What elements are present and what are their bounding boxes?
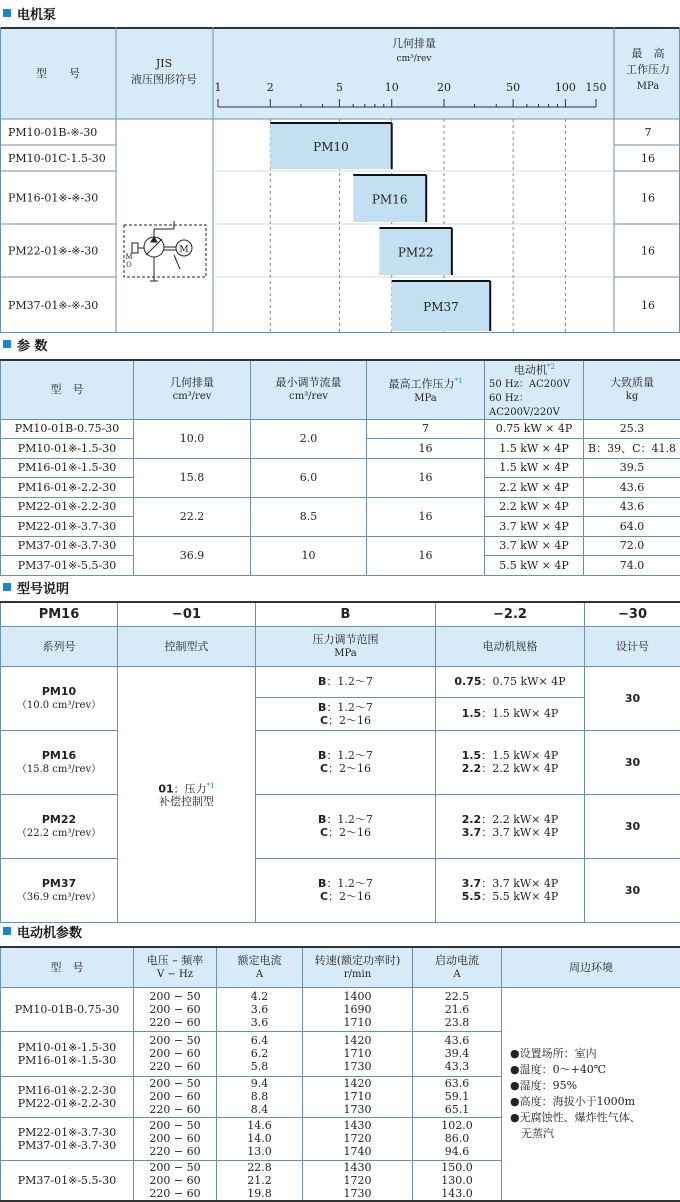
params-header-model: 型 号 bbox=[1, 360, 134, 419]
code-label-control: 控制型式 bbox=[118, 626, 256, 666]
section-title-text: 电动机参数 bbox=[17, 922, 82, 941]
params-header-disp: 几何排量 cm³/rev bbox=[134, 360, 251, 419]
motor-cell-model bbox=[1, 1160, 134, 1201]
params-header-minflow: 最小调节流量 cm³/rev bbox=[251, 360, 367, 419]
motor-cell-model bbox=[1, 1117, 134, 1160]
code-series: PM10 （10.0 cm³/rev） bbox=[1, 666, 118, 730]
symbol-letter: O bbox=[126, 261, 132, 269]
pump-chart bbox=[0, 27, 680, 333]
code-series: PM22 （22.2 cm³/rev） bbox=[1, 794, 118, 858]
params-cell-motor: 5.5 kW × 4P bbox=[485, 556, 584, 576]
scale-tick-label: 100 bbox=[555, 81, 576, 94]
motor-header-speed: 转速(额定功率时) r/min bbox=[303, 947, 413, 987]
motor-value: 5.8 bbox=[251, 1060, 269, 1073]
motor-value: PM16-01※-1.5-30 bbox=[18, 1054, 117, 1067]
code-value: ：2～16 bbox=[328, 890, 371, 903]
motor-value: 4.2 bbox=[251, 990, 269, 1003]
params-cell-mass: 72.0 bbox=[584, 536, 680, 556]
motor-value: PM10-01※-1.5-30 bbox=[18, 1041, 117, 1054]
motor-value: 1400 bbox=[344, 990, 372, 1003]
motor-cell-start bbox=[413, 1031, 502, 1076]
motor-header-model: 型 号 bbox=[1, 947, 134, 987]
motor-cell-cur bbox=[217, 1076, 303, 1117]
pump-row-model: PM10-01C-1.5-30 bbox=[8, 152, 106, 165]
motor-cell-start bbox=[413, 1117, 502, 1160]
code-value: ：1.2～7 bbox=[326, 749, 373, 762]
params-cell-mass: B：39、C：41.8 bbox=[584, 439, 680, 459]
motor-cell-start bbox=[413, 987, 502, 1031]
pump-header-jis-sub: 液压图形符号 bbox=[131, 72, 197, 86]
params-cell-minflow: 8.5 bbox=[251, 497, 367, 536]
code-key: B bbox=[318, 877, 326, 890]
motor-cell-vf bbox=[134, 1031, 217, 1076]
code-range bbox=[256, 730, 436, 794]
motor-value: 86.0 bbox=[445, 1132, 470, 1145]
symbol-motor-letter: M bbox=[179, 245, 188, 255]
motor-value: 21.6 bbox=[445, 1003, 470, 1016]
params-cell-disp: 10.0 bbox=[134, 419, 251, 458]
motor-value: 200 − 60 bbox=[149, 1132, 200, 1145]
motor-cell-model bbox=[1, 1076, 134, 1117]
scale-tick-label: 150 bbox=[586, 81, 607, 94]
pump-header-press-unit: MPa bbox=[637, 81, 660, 92]
code-value: ：2～16 bbox=[328, 714, 371, 727]
params-cell-disp: 15.8 bbox=[134, 458, 251, 497]
params-cell-motor: 1.5 kW × 4P bbox=[485, 458, 584, 478]
motor-value: 1710 bbox=[344, 1090, 372, 1103]
motor-value: 200 − 60 bbox=[149, 1174, 200, 1187]
code-key: 5.5 bbox=[462, 890, 482, 903]
motor-cell-model bbox=[1, 1031, 134, 1076]
params-cell-mass: 64.0 bbox=[584, 517, 680, 537]
motor-value: 19.8 bbox=[247, 1187, 272, 1200]
motor-value: 43.3 bbox=[445, 1060, 470, 1073]
motor-cell-speed bbox=[303, 987, 413, 1031]
pump-header-press: 最 高 bbox=[632, 46, 665, 60]
motor-cell-cur bbox=[217, 1160, 303, 1201]
code-range bbox=[256, 794, 436, 858]
env-item: ●高度：海拔小于1000m bbox=[510, 1095, 635, 1108]
params-row bbox=[1, 497, 680, 517]
params-cell-press: 16 bbox=[367, 439, 485, 459]
code-value: ：1.2～7 bbox=[326, 813, 373, 826]
code-part-series: PM16 bbox=[1, 602, 118, 626]
code-design: 30 bbox=[585, 730, 680, 794]
motor-cell-speed bbox=[303, 1117, 413, 1160]
motor-value: 200 − 50 bbox=[149, 990, 200, 1003]
code-value: ：3.7 kW× 4P bbox=[481, 826, 558, 839]
motor-cell-model bbox=[1, 987, 134, 1031]
params-cell-motor: 1.5 kW × 4P bbox=[485, 439, 584, 459]
code-motor bbox=[436, 858, 585, 922]
pump-header-bg bbox=[0, 27, 680, 119]
pump-header-press-2: 工作压力 bbox=[626, 62, 670, 76]
code-control: 01：压力$^{*1}$ 补偿控制型 bbox=[118, 666, 256, 922]
motor-header-env: 周边环境 bbox=[502, 947, 680, 987]
code-value: ：1.5 kW× 4P bbox=[481, 749, 558, 762]
env-item: ●湿度：95% bbox=[510, 1079, 577, 1092]
motor-value: 6.4 bbox=[251, 1034, 269, 1047]
motor-value: 1710 bbox=[344, 1016, 372, 1029]
section-title-text: 参 数 bbox=[17, 335, 48, 354]
code-motor bbox=[436, 730, 585, 794]
motor-value: 220 − 60 bbox=[149, 1145, 200, 1158]
params-header-mass: 大致质量 kg bbox=[584, 360, 680, 419]
scale-tick-label: 10 bbox=[385, 81, 399, 94]
code-value: ：1.2～7 bbox=[326, 877, 373, 890]
motor-value: 220 − 60 bbox=[149, 1103, 200, 1116]
section-title-code bbox=[0, 577, 69, 597]
params-cell-press: 16 bbox=[367, 458, 485, 497]
code-value: ：5.5 kW× 4P bbox=[481, 890, 558, 903]
code-value: ：0.75 kW× 4P bbox=[482, 675, 566, 688]
motor-value: 200 − 60 bbox=[149, 1003, 200, 1016]
bar-label: PM10 bbox=[313, 140, 349, 154]
motor-value: 21.2 bbox=[247, 1174, 272, 1187]
code-value: ：2.2 kW× 4P bbox=[481, 813, 558, 826]
code-row bbox=[1, 858, 680, 922]
env-item: ●温度：0～+40℃ bbox=[510, 1063, 606, 1076]
pump-row-pressure: 16 bbox=[641, 152, 655, 165]
section-title-motor bbox=[0, 921, 82, 941]
code-value: ：1.2～7 bbox=[326, 675, 373, 688]
params-row bbox=[1, 458, 680, 478]
params-row bbox=[1, 536, 680, 556]
code-key: C bbox=[320, 890, 328, 903]
motor-value: 23.8 bbox=[445, 1016, 470, 1029]
motor-cell-speed bbox=[303, 1076, 413, 1117]
motor-value: PM22-01※-3.7-30 bbox=[18, 1126, 117, 1139]
env-item: ●设置场所：室内 bbox=[510, 1047, 597, 1060]
motor-value: 200 − 50 bbox=[149, 1077, 200, 1090]
scale-tick-label: 2 bbox=[267, 81, 274, 94]
params-cell-disp: 36.9 bbox=[134, 536, 251, 575]
motor-value: 3.6 bbox=[251, 1003, 269, 1016]
motor-cell-cur bbox=[217, 1031, 303, 1076]
params-cell-model: PM16-01※-1.5-30 bbox=[1, 458, 134, 478]
motor-value: 220 − 60 bbox=[149, 1187, 200, 1200]
motor-value: 200 − 50 bbox=[149, 1119, 200, 1132]
pump-row-pressure: 7 bbox=[645, 126, 652, 139]
motor-value: 94.6 bbox=[445, 1145, 470, 1158]
motor-header-start: 启动电流 A bbox=[413, 947, 502, 987]
motor-value: 65.1 bbox=[445, 1103, 470, 1116]
section-square-icon bbox=[3, 583, 11, 591]
code-row bbox=[1, 666, 680, 697]
params-cell-motor: 3.7 kW × 4P bbox=[485, 517, 584, 537]
params-cell-disp: 22.2 bbox=[134, 497, 251, 536]
code-series: PM37 （36.9 cm³/rev） bbox=[1, 858, 118, 922]
params-cell-minflow: 2.0 bbox=[251, 419, 367, 458]
pump-header-disp: 几何排量 bbox=[392, 36, 436, 50]
code-series: PM16 （15.8 cm³/rev） bbox=[1, 730, 118, 794]
motor-cell-vf bbox=[134, 987, 217, 1031]
params-cell-model: PM22-01※-2.2-30 bbox=[1, 497, 134, 517]
motor-cell-cur bbox=[217, 1117, 303, 1160]
code-label-series: 系列号 bbox=[1, 626, 118, 666]
motor-cell-speed bbox=[303, 1160, 413, 1201]
motor-value: 22.5 bbox=[445, 990, 470, 1003]
pump-table bbox=[0, 27, 680, 336]
env-item: 无蒸汽 bbox=[510, 1127, 554, 1140]
code-key: B bbox=[318, 675, 326, 688]
params-cell-motor: 0.75 kW × 4P bbox=[485, 419, 584, 439]
code-value: ：3.7 kW× 4P bbox=[481, 877, 558, 890]
code-row bbox=[1, 794, 680, 858]
code-range bbox=[256, 697, 436, 730]
params-table bbox=[0, 359, 680, 576]
env-item: ●无腐蚀性、爆炸性气体、 bbox=[510, 1111, 641, 1124]
motor-value: 9.4 bbox=[251, 1077, 269, 1090]
code-value: ：2～16 bbox=[328, 762, 371, 775]
motor-cell-speed bbox=[303, 1031, 413, 1076]
code-motor bbox=[436, 697, 585, 730]
motor-value: PM37-01※-5.5-30 bbox=[18, 1174, 117, 1187]
pump-row-model: PM37-01※-※-30 bbox=[8, 299, 98, 312]
scale-tick-label: 50 bbox=[506, 81, 520, 94]
motor-value: 200 − 50 bbox=[149, 1034, 200, 1047]
code-key: 1.5 bbox=[462, 707, 482, 720]
code-key: B bbox=[318, 749, 326, 762]
params-cell-press: 7 bbox=[367, 419, 485, 439]
section-title-text: 型号说明 bbox=[17, 578, 69, 597]
motor-header-cur: 额定电流 A bbox=[217, 947, 303, 987]
motor-cell-cur bbox=[217, 987, 303, 1031]
code-design: 30 bbox=[585, 858, 680, 922]
code-part-motor: −2.2 bbox=[436, 602, 585, 626]
motor-table bbox=[0, 946, 680, 1202]
code-value: ：2～16 bbox=[328, 826, 371, 839]
motor-value: 220 − 60 bbox=[149, 1060, 200, 1073]
section-title-text: 电机泵 bbox=[17, 4, 56, 23]
params-cell-model: PM16-01※-2.2-30 bbox=[1, 478, 134, 498]
code-table bbox=[0, 601, 680, 923]
motor-table-wrap bbox=[0, 946, 680, 1202]
motor-value: PM37-01※-3.7-30 bbox=[18, 1139, 117, 1152]
motor-row bbox=[1, 987, 680, 1031]
motor-header-vf: 电压 – 频率 V − Hz bbox=[134, 947, 217, 987]
motor-value: PM16-01※-2.2-30 bbox=[18, 1084, 117, 1097]
pump-header-model: 型 号 bbox=[36, 66, 80, 80]
motor-cell-start bbox=[413, 1160, 502, 1201]
code-part-control: −01 bbox=[118, 602, 256, 626]
code-key: C bbox=[320, 826, 328, 839]
motor-cell-vf bbox=[134, 1160, 217, 1201]
pump-row-model: PM10-01B-※-30 bbox=[8, 126, 97, 139]
params-cell-motor: 2.2 kW × 4P bbox=[485, 478, 584, 498]
code-key: 2.2 bbox=[462, 762, 482, 775]
motor-value: 14.0 bbox=[247, 1132, 272, 1145]
params-cell-press: 16 bbox=[367, 497, 485, 536]
motor-value: PM22-01※-2.2-30 bbox=[18, 1097, 117, 1110]
code-key: 3.7 bbox=[462, 877, 482, 890]
motor-value: 200 − 50 bbox=[149, 1161, 200, 1174]
pump-header-jis: JIS bbox=[155, 57, 172, 70]
params-cell-model: PM37-01※-3.7-30 bbox=[1, 536, 134, 556]
scale-tick-label: 20 bbox=[437, 81, 451, 94]
motor-value: 220 − 60 bbox=[149, 1016, 200, 1029]
code-label-design: 设计号 bbox=[585, 626, 680, 666]
params-cell-model: PM10-01※-1.5-30 bbox=[1, 439, 134, 459]
motor-cell-vf bbox=[134, 1117, 217, 1160]
params-cell-mass: 43.6 bbox=[584, 497, 680, 517]
pump-row-pressure: 16 bbox=[641, 192, 655, 205]
code-key: 2.2 bbox=[462, 813, 482, 826]
bar-label: PM22 bbox=[398, 246, 434, 260]
params-cell-minflow: 6.0 bbox=[251, 458, 367, 497]
bar-label: PM37 bbox=[423, 300, 459, 314]
pump-row-model: PM16-01※-※-30 bbox=[8, 192, 98, 205]
motor-value: 1730 bbox=[344, 1187, 372, 1200]
code-key: 1.5 bbox=[462, 749, 482, 762]
motor-value: 1720 bbox=[344, 1174, 372, 1187]
code-key: C bbox=[320, 762, 328, 775]
symbol-letter: M bbox=[125, 253, 132, 261]
section-title-params bbox=[0, 334, 48, 354]
section-title-pump bbox=[0, 3, 56, 23]
scale-tick-label: 5 bbox=[336, 81, 343, 94]
code-design: 30 bbox=[585, 794, 680, 858]
motor-value: 150.0 bbox=[441, 1161, 473, 1174]
params-cell-model: PM10-01B-0.75-30 bbox=[1, 419, 134, 439]
code-value: ：1.5 kW× 4P bbox=[481, 707, 558, 720]
params-header-press: 最高工作压力$^{*1}$ MPa bbox=[367, 360, 485, 419]
params-cell-mass: 43.6 bbox=[584, 478, 680, 498]
motor-value: 1430 bbox=[344, 1161, 372, 1174]
motor-value: 8.8 bbox=[251, 1090, 269, 1103]
params-cell-press: 16 bbox=[367, 536, 485, 575]
motor-value: 8.4 bbox=[251, 1103, 269, 1116]
motor-value: 14.6 bbox=[247, 1119, 272, 1132]
code-key: B bbox=[318, 701, 326, 714]
motor-value: 130.0 bbox=[441, 1174, 473, 1187]
params-row bbox=[1, 419, 680, 439]
motor-value: 102.0 bbox=[441, 1119, 473, 1132]
params-cell-model: PM22-01※-3.7-30 bbox=[1, 517, 134, 537]
pump-row-model: PM22-01※-※-30 bbox=[8, 245, 98, 258]
motor-value: PM10-01B-0.75-30 bbox=[15, 1003, 120, 1016]
pump-row-pressure: 16 bbox=[641, 299, 655, 312]
params-header-motor: 电动机$^{*2}$ 50 Hz：AC200V 60 Hz：AC200V/220V bbox=[485, 360, 584, 419]
code-key: 3.7 bbox=[462, 826, 482, 839]
bar-label: PM16 bbox=[372, 193, 408, 207]
section-square-icon bbox=[3, 927, 11, 935]
code-label-range: 压力调节范围 MPa bbox=[256, 626, 436, 666]
motor-value: 1430 bbox=[344, 1119, 372, 1132]
params-cell-mass: 39.5 bbox=[584, 458, 680, 478]
code-label-motor: 电动机规格 bbox=[436, 626, 585, 666]
params-cell-motor: 2.2 kW × 4P bbox=[485, 497, 584, 517]
code-part-range: B bbox=[256, 602, 436, 626]
code-design: 30 bbox=[585, 666, 680, 730]
motor-value: 6.2 bbox=[251, 1047, 269, 1060]
params-cell-minflow: 10 bbox=[251, 536, 367, 575]
code-key: 0.75 bbox=[454, 675, 481, 688]
motor-value: 43.6 bbox=[445, 1034, 470, 1047]
code-value: ：1.2～7 bbox=[326, 701, 373, 714]
params-table-wrap bbox=[0, 359, 680, 576]
code-motor bbox=[436, 666, 585, 697]
motor-value: 1710 bbox=[344, 1047, 372, 1060]
params-cell-mass: 74.0 bbox=[584, 556, 680, 576]
section-square-icon bbox=[3, 340, 11, 348]
motor-value: 22.8 bbox=[247, 1161, 272, 1174]
motor-value: 1720 bbox=[344, 1132, 372, 1145]
code-table-wrap bbox=[0, 601, 680, 923]
motor-value: 1730 bbox=[344, 1103, 372, 1116]
code-key: C bbox=[320, 714, 328, 727]
code-part-design: −30 bbox=[585, 602, 680, 626]
code-row bbox=[1, 730, 680, 794]
motor-value: 13.0 bbox=[247, 1145, 272, 1158]
params-cell-motor: 3.7 kW × 4P bbox=[485, 536, 584, 556]
motor-value: 1420 bbox=[344, 1077, 372, 1090]
motor-value: 1730 bbox=[344, 1060, 372, 1073]
scale-tick-label: 1 bbox=[215, 81, 222, 94]
code-range bbox=[256, 858, 436, 922]
motor-value: 39.4 bbox=[445, 1047, 470, 1060]
code-value: ：2.2 kW× 4P bbox=[481, 762, 558, 775]
motor-value: 1690 bbox=[344, 1003, 372, 1016]
motor-value: 200 − 60 bbox=[149, 1047, 200, 1060]
pump-header-disp-unit: cm³/rev bbox=[397, 54, 433, 64]
motor-env bbox=[502, 987, 680, 1201]
motor-cell-vf bbox=[134, 1076, 217, 1117]
section-square-icon bbox=[3, 9, 11, 17]
motor-cell-start bbox=[413, 1076, 502, 1117]
motor-value: 3.6 bbox=[251, 1016, 269, 1029]
hydraulic-symbol-icon bbox=[124, 221, 206, 281]
pump-row-pressure: 16 bbox=[641, 245, 655, 258]
motor-value: 1420 bbox=[344, 1034, 372, 1047]
params-cell-mass: 25.3 bbox=[584, 419, 680, 439]
code-motor bbox=[436, 794, 585, 858]
motor-value: 143.0 bbox=[441, 1187, 473, 1200]
code-range bbox=[256, 666, 436, 697]
params-cell-model: PM37-01※-5.5-30 bbox=[1, 556, 134, 576]
motor-value: 1740 bbox=[344, 1145, 372, 1158]
motor-value: 63.6 bbox=[445, 1077, 470, 1090]
code-key: B bbox=[318, 813, 326, 826]
motor-value: 200 − 60 bbox=[149, 1090, 200, 1103]
motor-value: 59.1 bbox=[445, 1090, 470, 1103]
